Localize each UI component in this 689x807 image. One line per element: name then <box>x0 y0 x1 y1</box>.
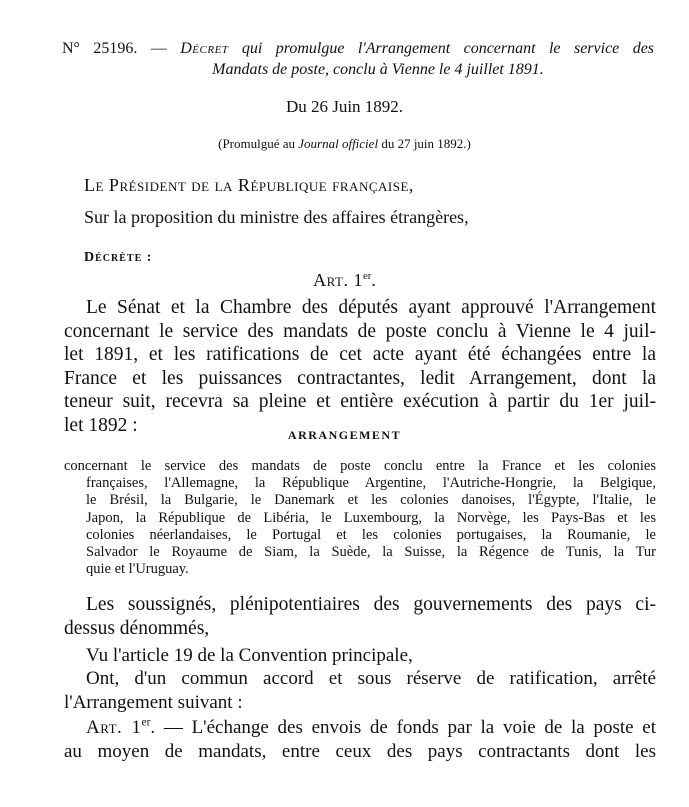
arrangement-line: Salvador le Royaume de Siam, la Suède, la Suisse, la Régence de Tunis, la Tur <box>86 544 656 561</box>
paragraph-2-line-1: Les soussignés, plénipotentiaires des gouvernements des pays ci- <box>86 594 656 615</box>
decree-title-line-1: qui promulgue l'Arrangement concernant le service des <box>228 40 655 57</box>
article-1-heading <box>0 270 689 291</box>
article-1-sup: er <box>362 270 372 282</box>
promulgation-after: du 27 juin 1892.) <box>378 136 471 151</box>
paragraph-5-sup: er <box>141 716 151 729</box>
paragraph-3: Vu l'article 19 de la Convention principale, <box>86 645 413 666</box>
decree-kind: Décret <box>180 40 229 57</box>
arrangement-last-line: quie et l'Uruguay. <box>86 561 189 578</box>
journal-name: Journal officiel <box>298 136 379 151</box>
president-line: Le Président de la République française, <box>84 175 414 195</box>
article-1-label: Art. 1 <box>313 270 363 290</box>
paragraph-4-line-1: Ont, d'un commun accord et sous réserve de ratification, arrêté <box>86 668 656 689</box>
decree-header <box>62 38 654 80</box>
promulgation-before: (Promulgué au <box>218 136 299 151</box>
promulgation-note <box>0 136 689 152</box>
decree-dash: — <box>137 40 181 57</box>
decree-number: N° 25196. <box>62 40 138 57</box>
article-1-dot: . <box>371 270 376 290</box>
arrangement-line: Japon, la République de Libéria, le Luxembourg, la Norvège, les Pays-Bas et les <box>86 509 656 526</box>
arrangement-line: colonies néerlandaises, le Portugal et les colonies portugaises, la Roumanie, le <box>86 526 656 543</box>
paragraph-2-line-2: dessus dénommés, <box>64 617 210 639</box>
paragraph-1-line: Le Sénat et la Chambre des députés ayant approuvé l'Arrangement <box>86 297 656 318</box>
paragraph-5-article-label: Art. 1 <box>86 717 142 738</box>
proposition-line: Sur la proposition du ministre des affaires étrangères, <box>84 207 469 227</box>
arrangement-description <box>64 458 656 578</box>
paragraph-4 <box>64 667 656 714</box>
arrangement-line: concernant le service des mandats de poste conclu entre la France et les colonies <box>64 458 656 474</box>
paragraph-5-line-1 <box>64 716 656 740</box>
paragraph-5-line-2: au moyen de mandats, entre ceux des pays contractants dont les <box>64 740 656 762</box>
decree-date: Du 26 Juin 1892. <box>285 97 404 116</box>
paragraph-1 <box>64 296 656 437</box>
paragraph-2 <box>64 593 656 640</box>
arrangement-title: ARRANGEMENT <box>287 428 402 442</box>
paragraph-1-line: let 1891, et les ratifications de cet acte ayant été échangées entre la <box>64 344 656 365</box>
paragraph-1-last-line: let 1892 : <box>64 414 138 436</box>
arrangement-line: le Brésil, la Bulgarie, le Danemark et les colonies danoises, l'Égypte, l'Italie, le <box>86 492 656 509</box>
decrete-label: Décrète : <box>84 250 153 265</box>
paragraph-1-line: teneur suit, recevra sa pleine et entière exécution à partir du 1er juil- <box>64 391 656 412</box>
decree-header-line-1 <box>62 38 654 59</box>
paragraph-1-line: concernant le service des mandats de poste conclu à Vienne le 4 juil- <box>64 320 656 342</box>
paragraph-5-line-1-rest: . — L'échange des envois de fonds par la voie de la poste et <box>150 717 656 738</box>
decree-title-line-2: Mandats de poste, conclu à Vienne le 4 juillet 1891. <box>212 61 544 78</box>
paragraph-4-line-2: l'Arrangement suivant : <box>64 691 243 713</box>
paragraph-1-line: France et les puissances contractantes, ledit Arrangement, dont la <box>64 367 656 389</box>
paragraph-5 <box>64 716 656 763</box>
arrangement-line: françaises, l'Allemagne, la République Argentine, l'Autriche-Hongrie, la Belgique, <box>86 475 656 492</box>
